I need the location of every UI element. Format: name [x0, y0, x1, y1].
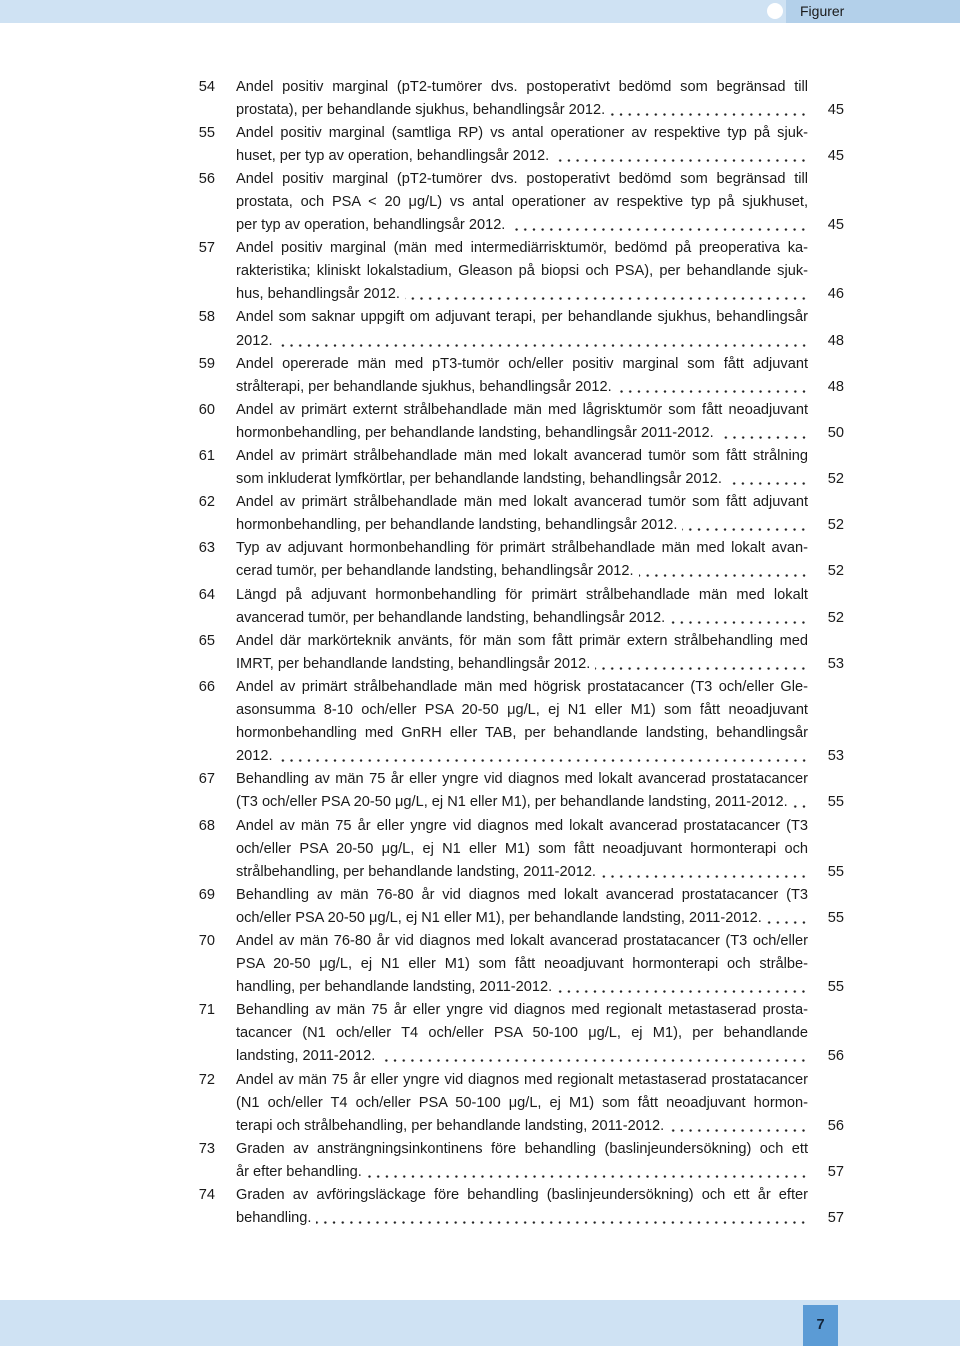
dot-leader — [682, 514, 808, 537]
dot-leader — [601, 861, 808, 884]
figure-caption — [236, 399, 844, 445]
figure-caption — [236, 930, 844, 999]
caption-line: Behandling av män 75 år eller yngre vid diagnos med lokalt avancerad prostatacancer — [236, 771, 808, 788]
caption-line-text: behandling. — [236, 1210, 312, 1227]
page-footer — [0, 1300, 960, 1346]
caption-line-text: (T3 och/eller PSA 20-50 μg/L, ej N1 eller M1), per behandlande landsting, 2011-2012. — [236, 794, 788, 811]
dot-leader — [367, 1161, 808, 1184]
figure-number: 57 — [198, 240, 215, 257]
caption-last-line — [236, 560, 844, 583]
figure-number: 70 — [198, 932, 215, 949]
figure-caption — [236, 815, 844, 884]
figure-list-entry[interactable] — [0, 584, 960, 630]
figure-number: 59 — [198, 355, 215, 372]
page-number: 46 — [827, 286, 844, 303]
section-title: Figurer — [800, 3, 845, 19]
caption-line-text: hormonbehandling, per behandlande landsting, behandlingsår 2011-2012. — [236, 424, 714, 441]
figure-caption — [236, 122, 844, 168]
caption-line: Andel av primärt externt strålbehandlade män med lågrisktumör som fått neoadjuvant — [236, 401, 808, 418]
caption-line-text: per typ av operation, behandlingsår 2012. — [236, 217, 506, 234]
page-number: 45 — [827, 101, 844, 118]
figure-caption — [236, 537, 844, 583]
dot-leader — [557, 976, 808, 999]
dot-leader — [727, 468, 808, 491]
caption-line-text: som inkluderat lymfkörtlar, per behandlande landsting, behandlingsår 2012. — [236, 471, 722, 488]
caption-line-text: strålbehandling, per behandlande landsting, 2011-2012. — [236, 863, 596, 880]
dot-leader — [610, 99, 808, 122]
page-number: 48 — [827, 378, 844, 395]
caption-line: Andel positiv marginal (pT2-tumörer dvs. postoperativt bedömd som begränsad till — [236, 78, 808, 95]
caption-line: Behandling av män 75 år eller yngre vid diagnos med regionalt metastaserad prosta- — [236, 1002, 808, 1019]
figure-number: 62 — [198, 494, 215, 511]
dot-leader — [639, 560, 808, 583]
figure-list-entry[interactable] — [0, 768, 960, 814]
caption-last-line — [236, 514, 844, 537]
caption-line-text: landsting, 2011-2012. — [236, 1048, 376, 1065]
figure-caption — [236, 237, 844, 306]
caption-line: Behandling av män 76-80 år vid diagnos med lokalt avancerad prostatacancer (T3 — [236, 886, 808, 903]
caption-line-text: 2012. — [236, 332, 273, 349]
figure-list-entry[interactable] — [0, 306, 960, 352]
page-number: 53 — [827, 655, 844, 672]
page-number-box — [803, 1305, 838, 1346]
caption-last-line — [236, 283, 844, 306]
figure-list-entry[interactable] — [0, 630, 960, 676]
figure-list-entry[interactable] — [0, 676, 960, 768]
caption-line-text: terapi och strålbehandling, per behandlande landsting, 2011-2012. — [236, 1117, 665, 1134]
caption-line: Andel opererade män med pT3-tumör och/eller positiv marginal som fått adjuvant — [236, 355, 808, 372]
page-number: 52 — [827, 471, 844, 488]
figure-list-entry[interactable] — [0, 122, 960, 168]
caption-line: PSA 20-50 μg/L, ej N1 eller M1) som fått neoadjuvant hormonterapi och strålbe- — [236, 956, 808, 973]
page-number: 57 — [827, 1163, 844, 1180]
caption-last-line — [236, 145, 844, 168]
dot-leader — [595, 653, 808, 676]
caption-line: Andel av män 75 år eller yngre vid diagnos med lokalt avancerad prostatacancer (T3 — [236, 817, 808, 834]
caption-line: och/eller PSA 20-50 μg/L, ej N1 eller M1) som fått neoadjuvant hormonterapi och — [236, 840, 808, 857]
figure-caption — [236, 168, 844, 237]
caption-line: tacancer (N1 och/eller T4 och/eller PSA 50-100 μg/L, ej M1), per behandlande — [236, 1025, 808, 1042]
caption-line: Andel där markörteknik använts, för män som fått primär extern strålbehandling med — [236, 632, 808, 649]
caption-line-text: prostata), per behandlande sjukhus, behandlingsår 2012. — [236, 101, 606, 118]
page-header — [0, 0, 960, 23]
figure-list-entry[interactable] — [0, 537, 960, 583]
caption-line-text: handling, per behandlande landsting, 2011-2012. — [236, 979, 553, 996]
page-number: 56 — [827, 1048, 844, 1065]
figure-number: 65 — [198, 632, 215, 649]
figure-caption — [236, 676, 844, 768]
figure-caption — [236, 1069, 844, 1138]
figure-number: 69 — [198, 886, 215, 903]
page-number: 52 — [827, 563, 844, 580]
figure-caption — [236, 1184, 844, 1230]
dot-leader — [617, 376, 808, 399]
caption-line-text: strålterapi, per behandlande sjukhus, behandlingsår 2012. — [236, 378, 612, 395]
caption-line: Andel positiv marginal (samtliga RP) vs antal operationer av respektive typ på sjuk- — [236, 124, 808, 141]
section-tab — [786, 0, 960, 23]
caption-line-text: avancerad tumör, per behandlande landsting, behandlingsår 2012. — [236, 609, 666, 626]
caption-line-text: IMRT, per behandlande landsting, behandlingsår 2012. — [236, 655, 591, 672]
figure-caption — [236, 445, 844, 491]
header-circle-icon — [767, 3, 783, 19]
figure-list-entry[interactable] — [0, 999, 960, 1068]
page-number: 55 — [827, 794, 844, 811]
figure-list-entry[interactable] — [0, 237, 960, 306]
dot-leader — [278, 745, 808, 768]
dot-leader — [767, 907, 808, 930]
figure-number: 61 — [198, 448, 215, 464]
caption-last-line — [236, 468, 844, 491]
figure-number: 64 — [198, 586, 215, 603]
figure-caption — [236, 630, 844, 676]
dot-leader — [670, 607, 808, 630]
figure-number: 60 — [198, 401, 215, 418]
dot-leader — [405, 283, 808, 306]
figure-number: 68 — [198, 817, 215, 834]
figure-caption — [236, 999, 844, 1068]
figure-number: 71 — [198, 1002, 215, 1019]
page-number: 52 — [827, 517, 844, 534]
figure-list-entry[interactable] — [0, 491, 960, 537]
caption-last-line — [236, 214, 844, 237]
dot-leader — [316, 1207, 808, 1230]
figure-number: 55 — [198, 124, 215, 141]
figure-list-entry[interactable] — [0, 353, 960, 399]
page-number: 53 — [827, 748, 844, 765]
figure-number: 73 — [198, 1140, 215, 1157]
caption-last-line — [236, 976, 844, 999]
figure-number: 63 — [198, 540, 215, 557]
caption-line: prostata, och PSA < 20 μg/L) vs antal operationer av respektive typ på sjukhuset, — [236, 193, 808, 210]
caption-line-text: år efter behandling. — [236, 1163, 362, 1180]
caption-last-line — [236, 861, 844, 884]
caption-last-line — [236, 99, 844, 122]
figure-number: 58 — [198, 309, 215, 326]
page-number: 50 — [827, 424, 844, 441]
caption-last-line — [236, 607, 844, 630]
page-number: 52 — [827, 609, 844, 626]
figure-list-entry[interactable] — [0, 884, 960, 930]
figure-number: 74 — [198, 1187, 215, 1203]
caption-last-line — [236, 1161, 844, 1184]
figure-number: 54 — [198, 78, 215, 95]
caption-line: Andel av primärt strålbehandlade män med lokalt avancerad tumör som fått strålning — [236, 448, 808, 464]
footer-page-number: 7 — [816, 1317, 825, 1333]
caption-line-text: cerad tumör, per behandlande landsting, behandlingsår 2012. — [236, 563, 634, 580]
caption-line-text: 2012. — [236, 748, 273, 765]
caption-last-line — [236, 1045, 844, 1068]
figure-number: 56 — [198, 170, 215, 187]
figure-list-entry[interactable] — [0, 445, 960, 491]
figure-number: 72 — [198, 1071, 215, 1088]
figure-caption — [236, 584, 844, 630]
figure-caption — [236, 306, 844, 352]
figure-caption — [236, 76, 844, 122]
caption-last-line — [236, 745, 844, 768]
figure-number: 67 — [198, 771, 215, 788]
caption-line: Andel positiv marginal (män med intermediärrisktumör, bedömd på preoperativa ka- — [236, 240, 808, 257]
dot-leader — [554, 145, 808, 168]
page-number: 48 — [827, 332, 844, 349]
caption-line: Andel av primärt strålbehandlade män med högrisk prostatacancer (T3 och/eller Gle- — [236, 678, 808, 695]
figure-caption — [236, 491, 844, 537]
caption-line: Andel positiv marginal (pT2-tumörer dvs. postoperativt bedömd som begränsad till — [236, 170, 808, 187]
caption-line-text: och/eller PSA 20-50 μg/L, ej N1 eller M1), per behandlande landsting, 2011-2012. — [236, 909, 762, 926]
page-number: 55 — [827, 863, 844, 880]
figure-list-entry[interactable] — [0, 168, 960, 237]
caption-last-line — [236, 1207, 844, 1230]
caption-line: Andel av män 76-80 år vid diagnos med lokalt avancerad prostatacancer (T3 och/eller — [236, 932, 808, 949]
caption-line: Typ av adjuvant hormonbehandling för primärt strålbehandlade män med lokalt avan- — [236, 540, 808, 557]
page-number: 45 — [827, 147, 844, 164]
dot-leader — [669, 1115, 808, 1138]
figure-list-entry[interactable] — [0, 815, 960, 884]
page-number: 45 — [827, 217, 844, 234]
page-number: 57 — [827, 1210, 844, 1227]
caption-line: hormonbehandling med GnRH eller TAB, per behandlande landsting, behandlingsår — [236, 725, 808, 742]
figure-list-entry[interactable] — [0, 1184, 960, 1230]
figure-caption — [236, 884, 844, 930]
caption-line: Andel av primärt strålbehandlade män med lokalt avancerad tumör som fått adjuvant — [236, 494, 808, 511]
caption-line: rakteristika; kliniskt lokalstadium, Gleason på biopsi och PSA), per behandlande sjuk- — [236, 263, 808, 280]
figure-list-entry[interactable] — [0, 76, 960, 122]
caption-line-text: hormonbehandling, per behandlande landsting, behandlingsår 2012. — [236, 517, 678, 534]
figure-caption — [236, 768, 844, 814]
dot-leader — [510, 214, 808, 237]
caption-line: Andel av män 75 år eller yngre vid diagnos med regionalt metastaserad prostatacancer — [236, 1071, 808, 1088]
page-number: 56 — [827, 1117, 844, 1134]
caption-line: Graden av ansträngningsinkontinens före behandling (baslinjeundersökning) och ett — [236, 1140, 808, 1157]
caption-last-line — [236, 376, 844, 399]
caption-line-text: hus, behandlingsår 2012. — [236, 286, 400, 303]
figure-caption — [236, 353, 844, 399]
caption-last-line — [236, 653, 844, 676]
caption-last-line — [236, 791, 844, 814]
page-number: 55 — [827, 979, 844, 996]
list-of-figures — [0, 76, 960, 1231]
page-number: 55 — [827, 909, 844, 926]
figure-list-entry[interactable] — [0, 1138, 960, 1184]
caption-last-line — [236, 330, 844, 353]
caption-line: (N1 och/eller T4 och/eller PSA 50-100 μg/L, ej M1) som fått neoadjuvant hormon- — [236, 1094, 808, 1111]
figure-list-entry[interactable] — [0, 1069, 960, 1138]
caption-line: Graden av avföringsläckage före behandling (baslinjeundersökning) och ett år efter — [236, 1187, 808, 1203]
caption-last-line — [236, 422, 844, 445]
dot-leader — [380, 1045, 808, 1068]
dot-leader — [719, 422, 808, 445]
figure-number: 66 — [198, 678, 215, 695]
figure-caption — [236, 1138, 844, 1184]
caption-line: Längd på adjuvant hormonbehandling för primärt strålbehandlade män med lokalt — [236, 586, 808, 603]
dot-leader — [793, 791, 808, 814]
caption-line-text: huset, per typ av operation, behandlingsår 2012. — [236, 147, 550, 164]
caption-line: Andel som saknar uppgift om adjuvant terapi, per behandlande sjukhus, behandlingsår — [236, 309, 808, 326]
caption-line: asonsumma 8-10 och/eller PSA 20-50 μg/L, ej N1 eller M1) som fått neoadjuvant — [236, 702, 808, 719]
dot-leader — [278, 330, 808, 353]
figure-list-entry[interactable] — [0, 930, 960, 999]
caption-last-line — [236, 907, 844, 930]
figure-list-entry[interactable] — [0, 399, 960, 445]
caption-last-line — [236, 1115, 844, 1138]
